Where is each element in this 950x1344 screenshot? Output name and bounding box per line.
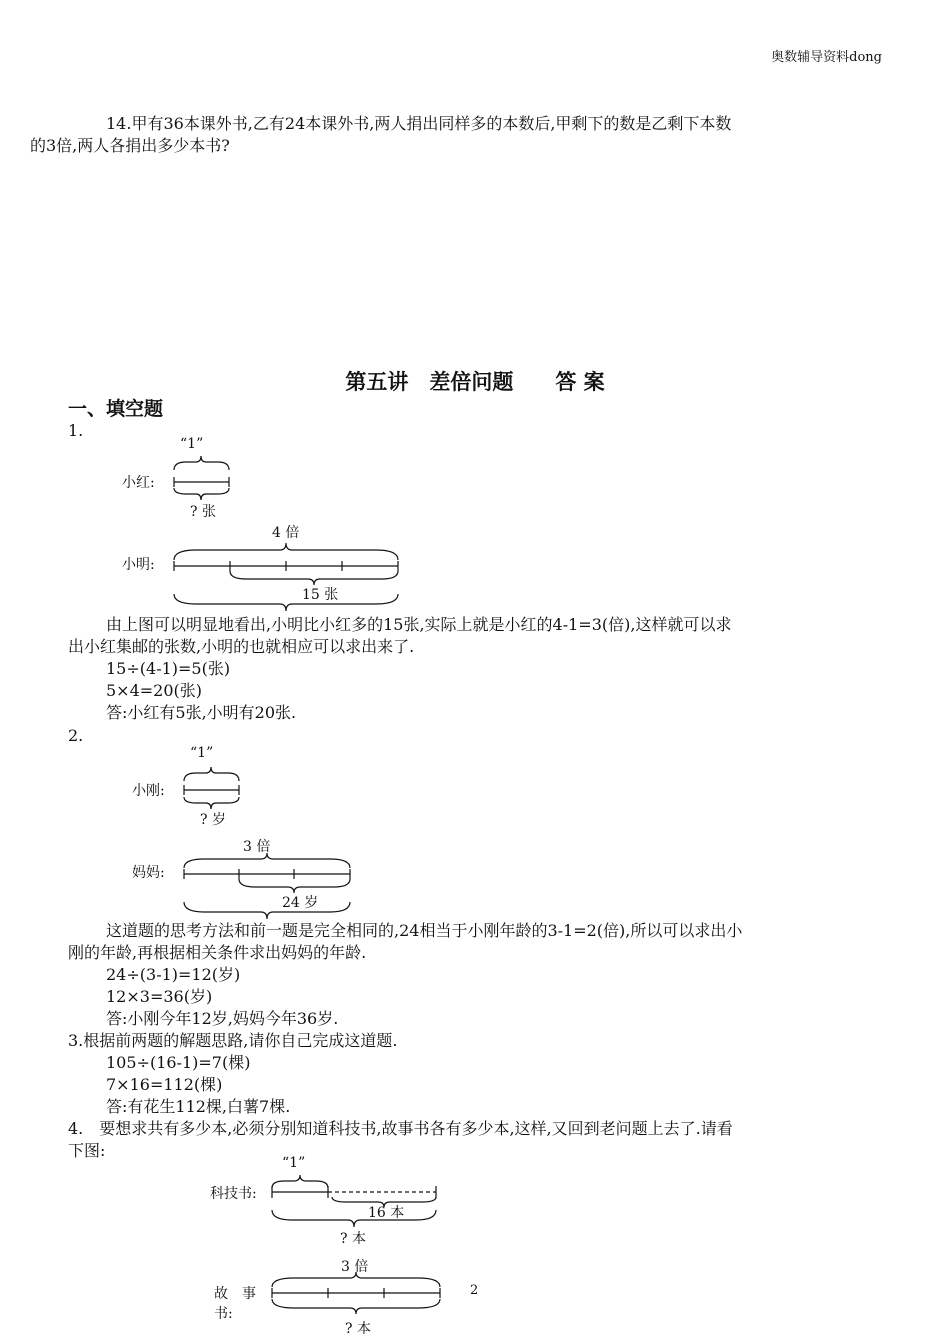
d1-big-label: 小明: [122,557,155,573]
d2-big-label: 妈妈: [132,865,165,881]
answer-3-intro: 3.根据前两题的解题思路,请你自己完成这道题. [68,1031,398,1050]
answer-4-line2: 下图: [68,1141,106,1160]
answer-2-answer: 答:小刚今年12岁,妈妈今年36岁. [106,1009,339,1028]
d2-small-question: ? 岁 [200,812,226,828]
d2-small-bottom-brace [184,797,239,809]
answer-4-line1: 4. 要想求共有多少本,必须分别知道科技书,故事书各有多少本,这样,又回到老问题上去了.请看 [68,1119,733,1138]
d1-whole-brace [174,594,398,611]
page-title: 第五讲 差倍问题 答 案 [345,370,605,394]
d1-small-label: 小红: [122,475,155,491]
answer-2-explanation [68,920,888,964]
d4-times-label: 3 倍 [341,1259,369,1275]
question-14-line1: 14.甲有36本课外书,乙有24本课外书,两人捐出同样多的本数后,甲剩下的数是乙剩下本数 [106,114,732,133]
d1-small-top-brace [174,456,229,470]
d2-times-label: 3 倍 [243,839,271,855]
answer-2-calc-1: 24÷(3-1)=12(岁) [106,965,241,984]
answer-1-calc-2: 5×4=20(张) [106,681,203,700]
d1-times-label: 4 倍 [272,525,300,541]
answer-2-text-line1: 这道题的思考方法和前一题是完全相同的,24相当于小刚年龄的3-1=2(倍),所以可以求出小 [106,921,743,940]
d4-story-label-1: 故 事 [214,1286,256,1302]
d2-small-label: 小刚: [132,783,165,799]
answer-1-explanation [68,614,888,658]
d2-whole-brace [184,902,350,919]
page-header: 奥数辅导资料dong [771,50,882,65]
section-heading: 一、填空题 [68,398,164,420]
answer-1-calc-1: 15÷(4-1)=5(张) [106,659,231,678]
d2-one-label: “1” [190,745,214,761]
d4-more-label: 16 本 [368,1205,405,1221]
answer-1-text-line1: 由上图可以明显地看出,小明比小红多的15张,实际上就是小红的4-1=3(倍),这样就可以求 [106,615,732,634]
answer-1-answer: 答:小红有5张,小明有20张. [106,703,297,722]
d4-sci-label: 科技书: [210,1186,257,1202]
answer-3-calc-2: 7×16=112(棵) [106,1075,223,1094]
d4-sci-question: ? 本 [340,1231,366,1247]
answer-1-number: 1. [68,421,84,440]
d4-story-whole-brace [272,1299,440,1314]
answer-1-text-line2: 出小红集邮的张数,小明的也就相应可以求出来了. [68,637,415,656]
d1-small-question: ? 张 [190,504,216,520]
d1-small-bottom-brace [174,488,229,500]
answer-2-calc-2: 12×3=36(岁) [106,987,213,1006]
answer-2-text-line2: 刚的年龄,再根据相关条件求出妈妈的年龄. [68,943,367,962]
d4-story-label-2: 书: [214,1306,233,1322]
d1-diff-label: 15 张 [302,587,339,603]
d2-diff-label: 24 岁 [282,895,319,911]
answer-3-answer: 答:有花生112棵,白薯7棵. [106,1097,291,1116]
question-14-line2: 的3倍,两人各捐出多少本书? [30,136,230,155]
answer-2-number: 2. [68,726,84,745]
d2-small-top-brace [184,767,239,781]
d4-one-label: “1” [282,1155,306,1171]
diagram-1 [174,456,398,611]
d1-big-top-brace [174,543,398,560]
page-number: 2 [470,1283,479,1298]
d4-story-question: ? 本 [345,1321,371,1337]
d4-sci-one-brace [272,1175,328,1188]
d2-diff-brace [239,879,350,893]
d4-sci-whole-brace [272,1210,436,1227]
answer-3-calc-1: 105÷(16-1)=7(棵) [106,1053,251,1072]
answer-4-intro [68,1118,888,1162]
d1-diff-brace [230,571,398,585]
d1-one-label: “1” [180,436,204,452]
